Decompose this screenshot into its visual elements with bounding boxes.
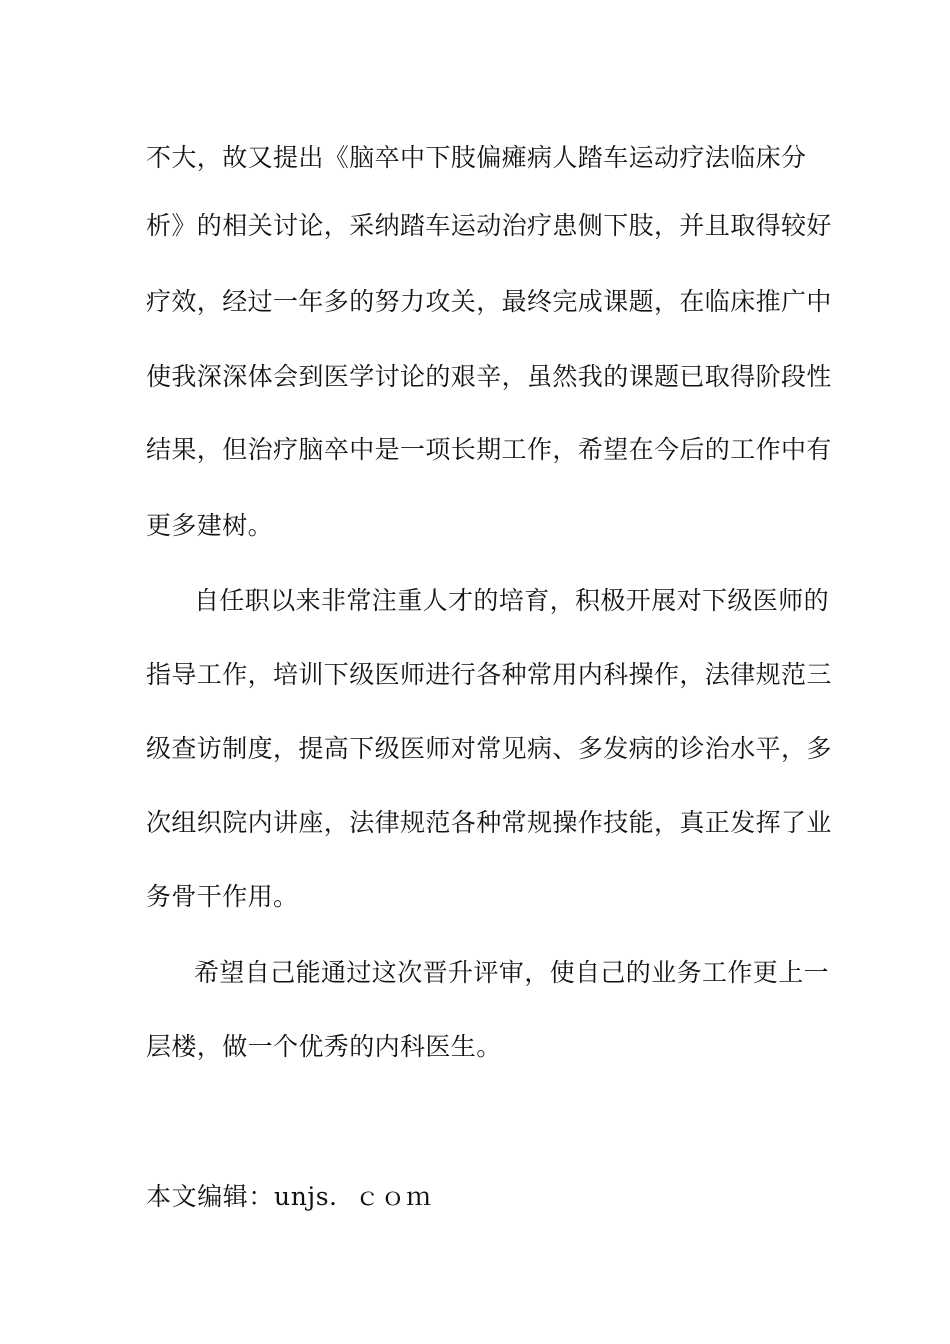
paragraph-3-line-2: 层楼，做一个优秀的内科医生。 <box>146 1032 502 1061</box>
paragraph-2-line-1: 自任职以来非常注重人才的培育，积极开展对下级医师的 <box>194 586 830 615</box>
paragraph-1-line-4: 使我深深体会到医学讨论的艰辛，虽然我的课题已取得阶段性 <box>146 362 832 391</box>
paragraph-3-line-1: 希望自己能通过这次晋升评审，使自己的业务工作更上一 <box>194 958 830 987</box>
paragraph-1-line-1: 不大，故又提出《脑卒中下肢偏瘫病人踏车运动疗法临床分 <box>146 143 807 172</box>
paragraph-2-line-5: 务骨干作用。 <box>146 882 299 911</box>
paragraph-2-line-3: 级查访制度，提高下级医师对常见病、多发病的诊治水平，多 <box>146 734 832 763</box>
paragraph-1-line-2: 析》的相关讨论，采纳踏车运动治疗患侧下肢，并且取得较好 <box>146 211 832 240</box>
paragraph-1-line-5: 结果，但治疗脑卒中是一项长期工作，希望在今后的工作中有 <box>146 435 832 464</box>
paragraph-1-line-3: 疗效，经过一年多的努力攻关，最终完成课题，在临床推广中 <box>146 287 832 316</box>
editor-footer: 本文编辑：unjs．ｃｏｍ <box>146 1182 432 1211</box>
paragraph-1-line-6: 更多建树。 <box>146 511 274 540</box>
paragraph-2-line-4: 次组织院内讲座，法律规范各种常规操作技能，真正发挥了业 <box>146 808 832 837</box>
paragraph-2-line-2: 指导工作，培训下级医师进行各种常用内科操作，法律规范三 <box>146 660 832 689</box>
